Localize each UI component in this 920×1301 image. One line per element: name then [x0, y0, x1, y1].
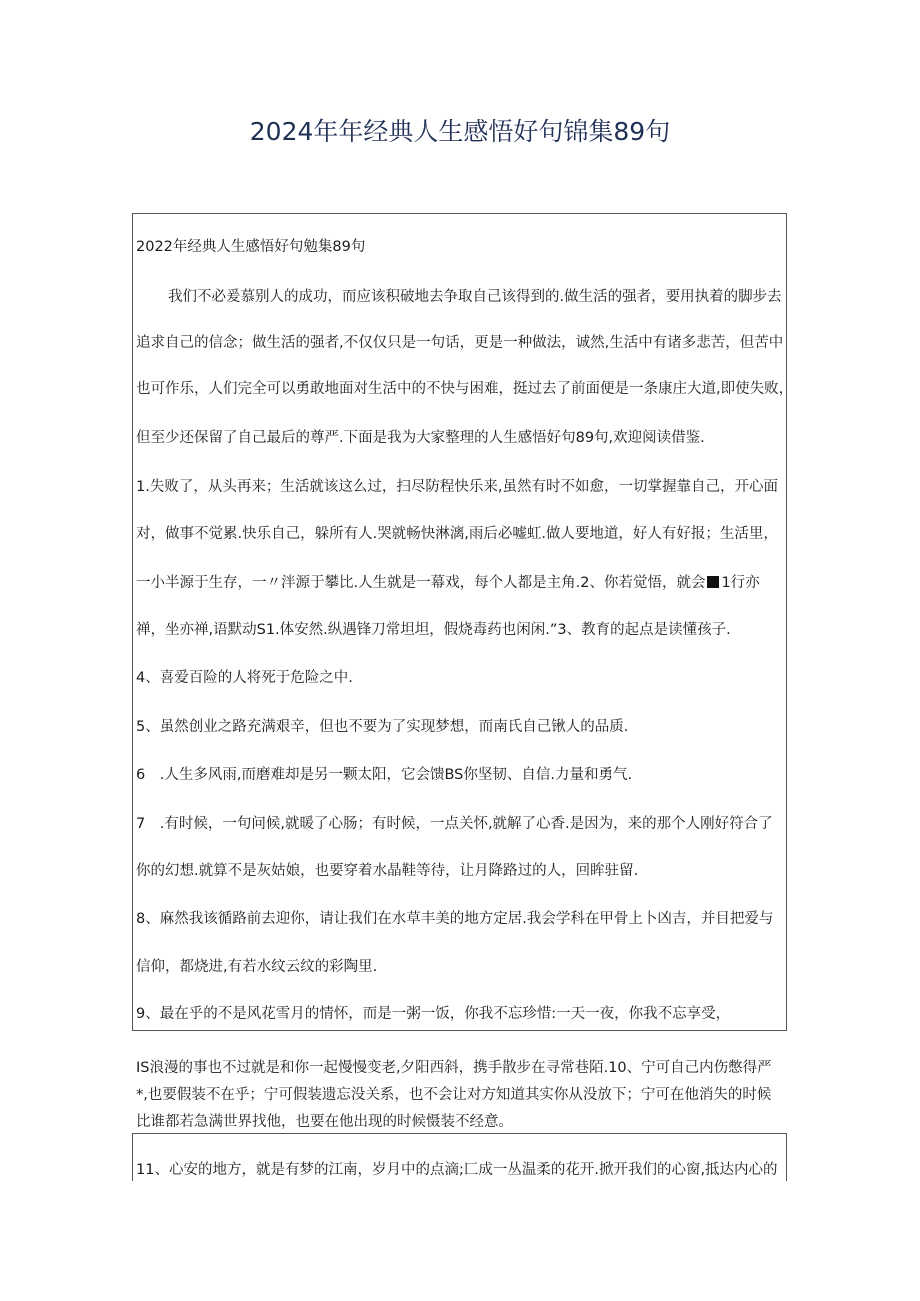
item-7-line-1: 7 .有时候，一句问候,就暖了心肠；有时候，一点关怀,就解了心香.是因为，来的那个人刚好符合了	[136, 816, 773, 832]
plain-line-2: *,也要假装不在乎；宁可假装遗忘没关系，也不会让对方知道其实你从没放下；宁可在他消失的时候	[136, 1087, 772, 1103]
item-5: 5、虽然创业之路充满艰辛，但也不要为了实现梦想，而南氏自己锹人的品质.	[136, 719, 629, 735]
item-1-line-3-tail: 1行亦	[721, 575, 760, 591]
item-8-line-1: 8、麻然我该循路前去迎你，请让我们在水草丰美的地方定居.我会学科在甲骨上卜凶吉，并目把爱与	[136, 911, 774, 927]
item-7-line-2: 你的幻想.就算不是灰姑娘，也要穿着水晶鞋等待，让月降路过的人，回眸驻留.	[136, 863, 639, 879]
item-1-line-3	[136, 573, 760, 593]
intro-line-4: 但至少还保留了自己最后的尊严.下面是我为大家整理的人生感悟好句89句,欢迎阅读借鉴.	[136, 430, 705, 446]
document-title: 2024年年经典人生感悟好句锦集89句	[249, 117, 671, 146]
item-4: 4、喜爱百险的人将死于危险之中.	[136, 670, 353, 686]
plain-line-3: 比谁都若急满世界找他，也要在他出现的时候慑装不经意。	[136, 1114, 513, 1130]
item-11-line-1: 11、心安的地方，就是有梦的江南，岁月中的点滴;匚成一丛温柔的花开.掀开我们的心窗,抵达内心的	[136, 1162, 778, 1178]
item-1-line-3-text: 一小半源于生存，一〃泮源于攀比.人生就是一幕戏，每个人都是主角.2、你若觉悟，就会	[136, 575, 706, 591]
item-6: 6 .人生多风雨,而磨难却是另一颗太阳，它会馈BS你坚韧、自信.力量和勇气.	[136, 767, 633, 783]
box-heading: 2022年经典人生感悟好句勉集89句	[136, 239, 366, 255]
intro-line-1: 我们不必爰慕别人的成功，而应该积破地去争取自己该得到的.做生活的强者，要用执着的脚步去	[168, 289, 782, 305]
item-1-line-2: 对，做事不觉累.快乐自己，躲所有人.哭就畅快淋漓,雨后必嘘虹.做人要地道，好人有好报；生活里，	[136, 526, 778, 542]
intro-line-3: 也可作乐，人们完全可以勇敢地面对生活中的不快与困难，挺过去了前面便是一条康庄大道,即使失败，	[136, 381, 794, 397]
plain-line-1: IS浪漫的事也不过就是和你一起慢慢变老,夕阳西斜，携手散步在寻常巷陌.10、宁可自己内伤憋得严	[136, 1060, 772, 1076]
item-9-line-1: 9、最在乎的不是风花雪月的情怀，而是一粥一饭，你我不忘珍惜:一天一夜，你我不忘享受，	[136, 1006, 731, 1022]
item-8-line-2: 信仰，都烧进,有若水纹云纹的彩陶里.	[136, 959, 378, 975]
intro-line-2: 追求自己的信念；做生活的强者,不仅仅只是一句话，更是一种做法，诚然,生活中有诸多悲苦，但苦中	[136, 335, 784, 351]
item-1-line-1: 1.失败了，从头再来；生活就该这么过，扫尽防程快乐来,虽然有时不如愈，一切掌握靠自己，开心面	[136, 479, 778, 495]
item-2-line: 禅，坐亦禅,语默动S1.体安然.纵遇锋刀常坦坦，假烧毒药也闲闲.”3、教育的起点是读懂孩子.	[136, 622, 731, 638]
black-square-icon	[707, 576, 719, 588]
